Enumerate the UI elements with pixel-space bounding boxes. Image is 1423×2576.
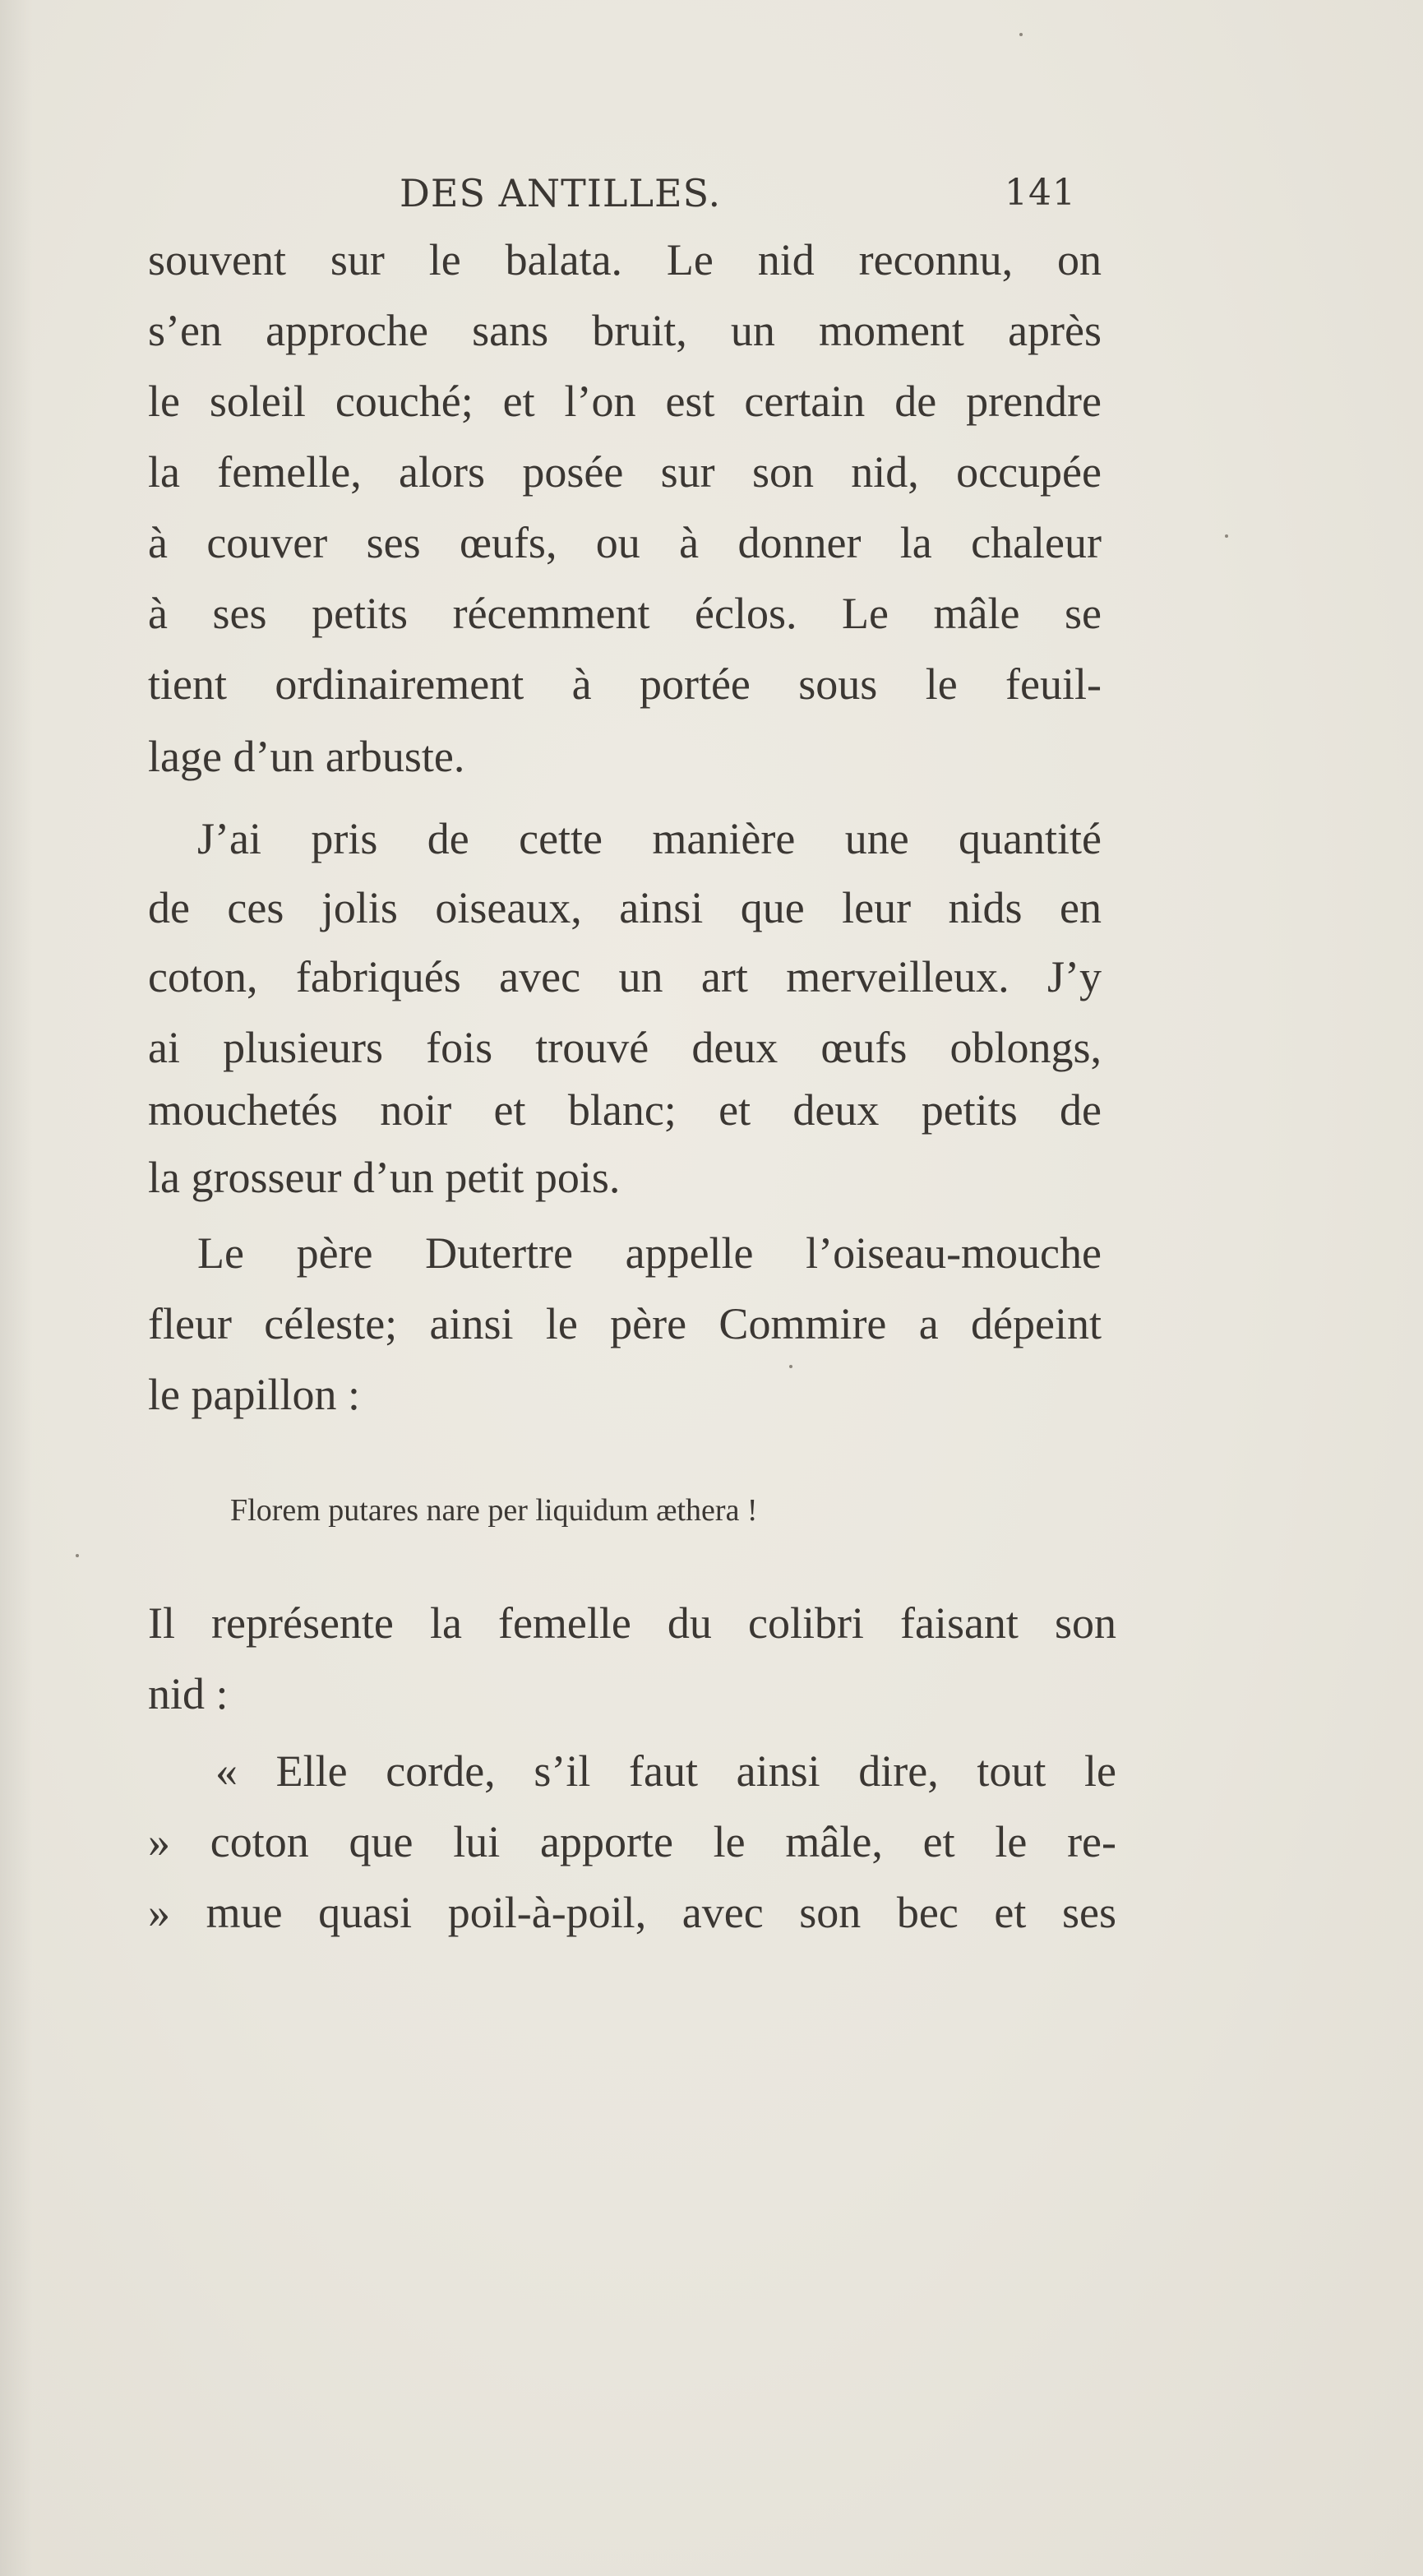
text-line: tient ordinairement à portée sous le feuil-: [148, 659, 1102, 709]
paper-speck: [1225, 534, 1228, 538]
text-line: fleur céleste; ainsi le père Commire a dépeint: [148, 1299, 1102, 1348]
text-line: Le père Dutertre appelle l’oiseau-mouche: [197, 1228, 1102, 1278]
text-line: de ces jolis oiseaux, ainsi que leur nids en: [148, 883, 1102, 932]
text-line: nid :: [148, 1669, 229, 1718]
text-line: la femelle, alors posée sur son nid, occupée: [148, 447, 1102, 497]
text-line: Il représente la femelle du colibri faisant son: [148, 1598, 1116, 1648]
text-line: » mue quasi poil-à-poil, avec son bec et ses: [148, 1888, 1116, 1937]
text-line: s’en approche sans bruit, un moment après: [148, 306, 1102, 355]
running-header-title: DES ANTILLES.: [400, 171, 722, 215]
text-line: à ses petits récemment éclos. Le mâle se: [148, 589, 1102, 638]
text-line: ai plusieurs fois trouvé deux œufs oblongs,: [148, 1023, 1102, 1072]
text-line: » coton que lui apporte le mâle, et le re-: [148, 1817, 1116, 1866]
text-line: la grosseur d’un petit pois.: [148, 1153, 621, 1202]
latin-quotation: Florem putares nare per liquidum æthera !: [230, 1493, 758, 1528]
text-line: à couver ses œufs, ou à donner la chaleur: [148, 518, 1102, 567]
text-line: le soleil couché; et l’on est certain de prendre: [148, 377, 1102, 426]
page-number: 141: [1005, 172, 1076, 214]
text-line: souvent sur le balata. Le nid reconnu, on: [148, 235, 1102, 284]
page-edge-shadow: [0, 0, 33, 2576]
text-line: mouchetés noir et blanc; et deux petits de: [148, 1085, 1102, 1135]
text-line: le papillon :: [148, 1370, 360, 1419]
text-line: J’ai pris de cette manière une quantité: [197, 814, 1102, 863]
paper-speck: [76, 1554, 79, 1557]
paper-speck: [789, 1365, 792, 1368]
text-line: lage d’un arbuste.: [148, 732, 465, 781]
text-line: coton, fabriqués avec un art merveilleux. J’y: [148, 952, 1102, 1001]
paper-speck: [1019, 33, 1023, 36]
text-line: « Elle corde, s’il faut ainsi dire, tout le: [215, 1746, 1116, 1796]
